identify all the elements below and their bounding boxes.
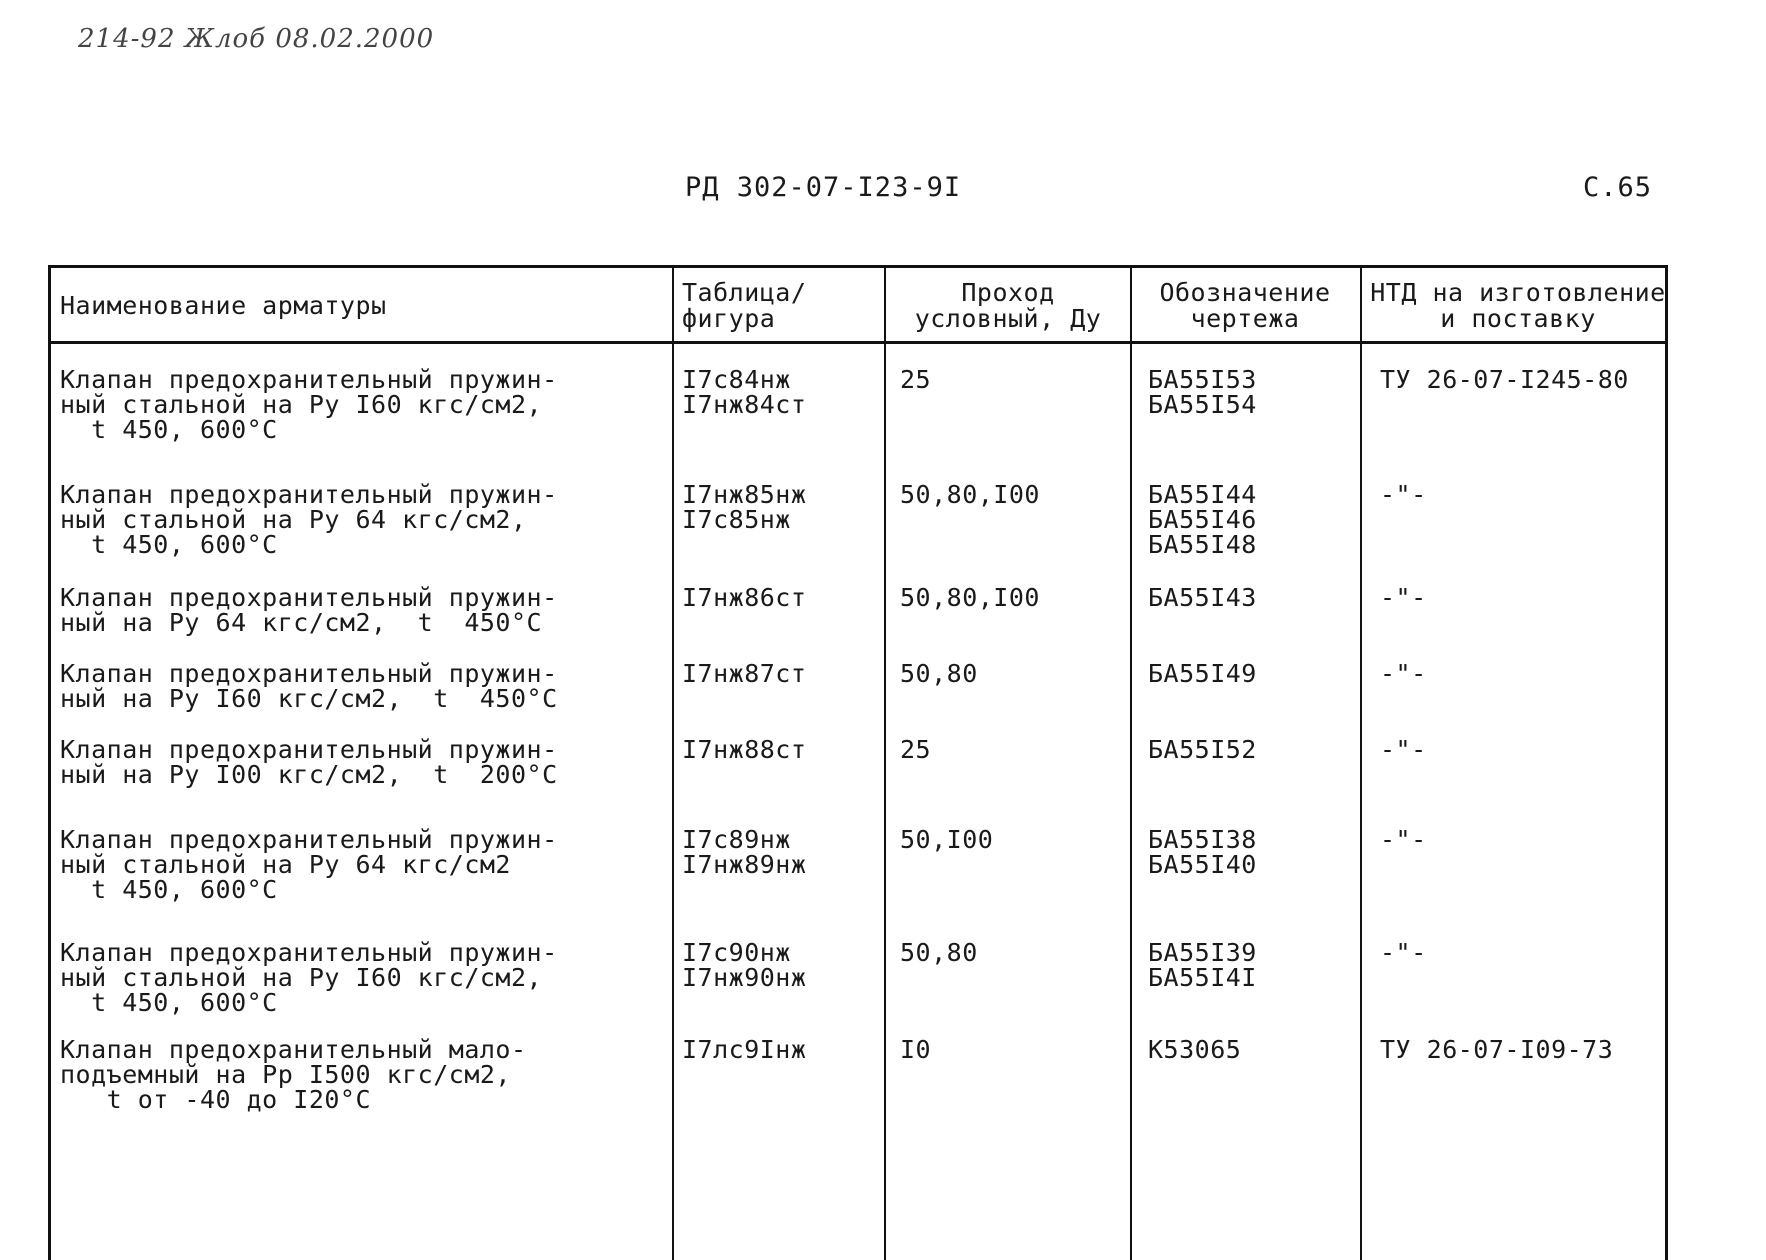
valve-dn: 50,80 [900,938,978,967]
drawing-code: БА55I38 БА55I40 [1148,825,1257,879]
valve-dn: 25 [900,735,932,764]
ntd-reference: ТУ 26-07-I09-73 [1380,1035,1614,1064]
column-divider [1130,265,1132,1260]
page-number: С.65 [1583,172,1653,203]
valve-dn: 50,80,I00 [900,480,1040,509]
valve-figure: I7лс9Iнж [682,1035,807,1064]
valve-dn: I0 [900,1035,932,1064]
valve-name: Клапан предохранительный мало- подъемный на Рр I500 кгс/см2, t от -40 до I20°C [60,1035,527,1114]
ntd-reference: -"- [1380,825,1427,854]
header-name: Наименование арматуры [60,291,387,320]
valve-name: Клапан предохранительный пружин- ный на Ру I00 кгс/см2, t 200°C [60,735,558,789]
ntd-reference: -"- [1380,583,1427,612]
valve-figure: I7c89нж I7нж89нж [682,825,807,879]
ntd-reference: -"- [1380,938,1427,967]
header-drawing: Обозначение чертежа [1159,278,1331,333]
valve-figure: I7нж87ст [682,659,807,688]
valve-figure: I7c90нж I7нж90нж [682,938,807,992]
drawing-code: БА55I43 [1148,583,1257,612]
ntd-reference: -"- [1380,659,1427,688]
valve-name: Клапан предохранительный пружин- ный на Ру I60 кгс/см2, t 450°C [60,659,558,713]
handwritten-note: 214-92 Жлоб 08.02.2000 [78,24,435,54]
header-dn: Проход условный, Ду [914,278,1102,333]
header-separator [48,341,1668,344]
valve-figure: I7нж85нж I7c85нж [682,480,807,534]
valve-dn: 50,80,I00 [900,583,1040,612]
valve-figure: I7c84нж I7нж84ст [682,365,807,419]
column-divider [672,265,674,1260]
valve-name: Клапан предохранительный пружин- ный стальной на Ру 64 кгс/см2, t 450, 600°C [60,480,558,559]
document-code: РД 302-07-I23-9I [685,172,962,203]
valve-name: Клапан предохранительный пружин- ный стальной на Ру I60 кгс/см2, t 450, 600°C [60,938,558,1017]
valve-name: Клапан предохранительный пружин- ный стальной на Ру I60 кгс/см2, t 450, 600°C [60,365,558,444]
header-ntd: НТД на изготовление и поставку [1370,278,1666,333]
valve-dn: 25 [900,365,932,394]
drawing-code: БА55I49 [1148,659,1257,688]
drawing-code: К53065 [1148,1035,1242,1064]
valve-figure: I7нж88ст [682,735,807,764]
valve-name: Клапан предохранительный пружин- ный стальной на Ру 64 кгс/см2 t 450, 600°C [60,825,558,904]
header-figure: Таблица/ фигура [682,278,807,333]
drawing-code: БА55I44 БА55I46 БА55I48 [1148,480,1257,559]
valve-name: Клапан предохранительный пружин- ный на Ру 64 кгс/см2, t 450°C [60,583,558,637]
ntd-reference: -"- [1380,735,1427,764]
drawing-code: БА55I39 БА55I4I [1148,938,1257,992]
valve-dn: 50,80 [900,659,978,688]
valve-dn: 50,I00 [900,825,994,854]
column-divider [1360,265,1362,1260]
column-divider [884,265,886,1260]
ntd-reference: -"- [1380,480,1427,509]
drawing-code: БА55I52 [1148,735,1257,764]
drawing-code: БА55I53 БА55I54 [1148,365,1257,419]
ntd-reference: ТУ 26-07-I245-80 [1380,365,1629,394]
valve-figure: I7нж86ст [682,583,807,612]
